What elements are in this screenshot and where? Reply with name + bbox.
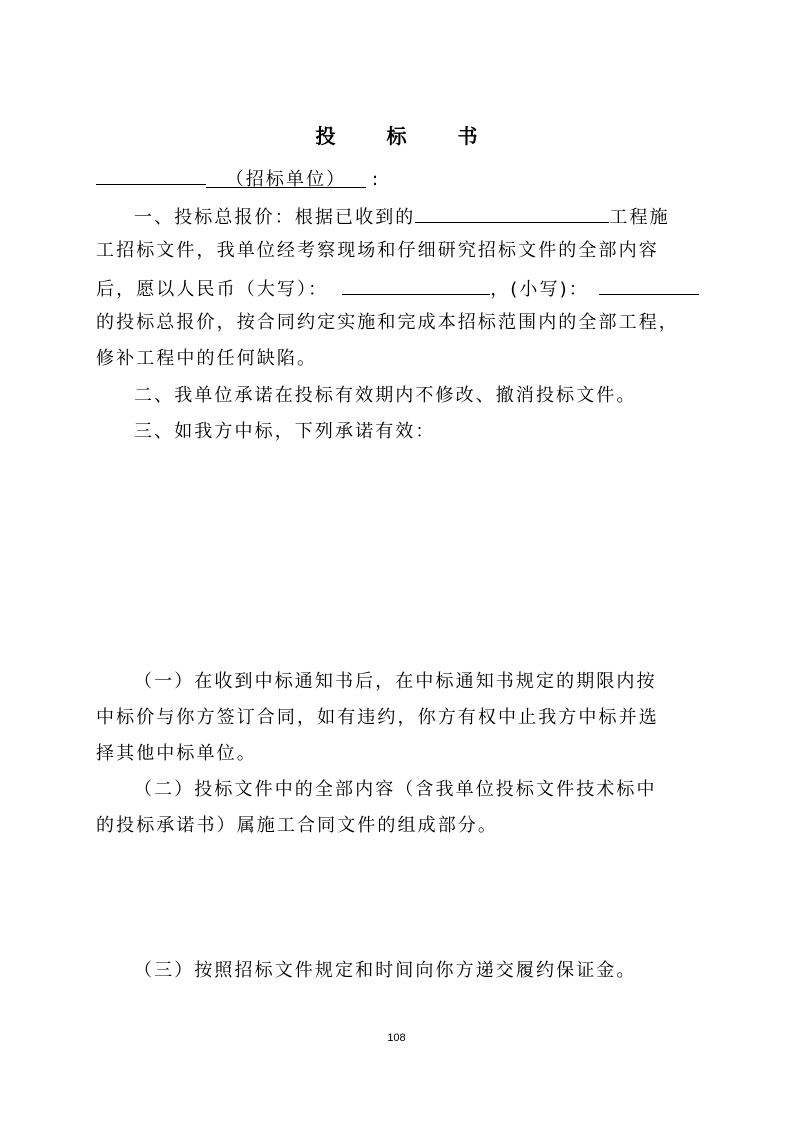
para1-line4: 的投标总报价，按合同约定实施和完成本招标范围内的全部工程， (96, 312, 679, 333)
item3: （三）按照招标文件规定和时间向你方递交履约保证金。 (134, 960, 637, 981)
para3: 三、如我方中标，下列承诺有效： (134, 421, 436, 442)
page-number: 108 (387, 1032, 406, 1044)
addressee-label: （招标单位） (206, 167, 366, 188)
para1-line1 (134, 202, 670, 231)
para1-line1-prefix: 一、投标总报价：根据已收到的 (134, 207, 416, 228)
project-name-blank[interactable] (415, 202, 609, 223)
para1-line3 (96, 274, 699, 303)
amount-uppercase-blank[interactable] (342, 274, 490, 295)
para1-line3-prefix: 后，愿以人民币（大写）： (96, 279, 329, 300)
item1-line1: （一）在收到中标通知书后，在中标通知书规定的期限内按 (134, 671, 657, 692)
item2-line1: （二）投标文件中的全部内容（含我单位投标文件技术标中 (134, 779, 657, 800)
item1-line3: 择其他中标单位。 (96, 743, 257, 764)
addressee-blank-left[interactable] (96, 164, 206, 185)
addressee-line (96, 164, 380, 193)
para1-line1-suffix: 工程施 (609, 207, 670, 228)
page-title: 投 标 书 (315, 124, 500, 148)
para1-line3-mid: ，(小写)： (490, 279, 589, 300)
amount-lowercase-blank[interactable] (599, 274, 699, 295)
addressee-colon: : (372, 169, 381, 190)
para1-line5: 修补工程中的任何缺陷。 (96, 348, 318, 369)
item1-line2: 中标价与你方签订合同，如有违约，你方有权中止我方中标并选 (96, 707, 659, 728)
para1-line2: 工招标文件，我单位经考察现场和仔细研究招标文件的全部内容 (96, 240, 659, 261)
item2-line2: 的投标承诺书）属施工合同文件的组成部分。 (96, 815, 498, 836)
para2: 二、我单位承诺在投标有效期内不修改、撤消投标文件。 (134, 385, 637, 406)
